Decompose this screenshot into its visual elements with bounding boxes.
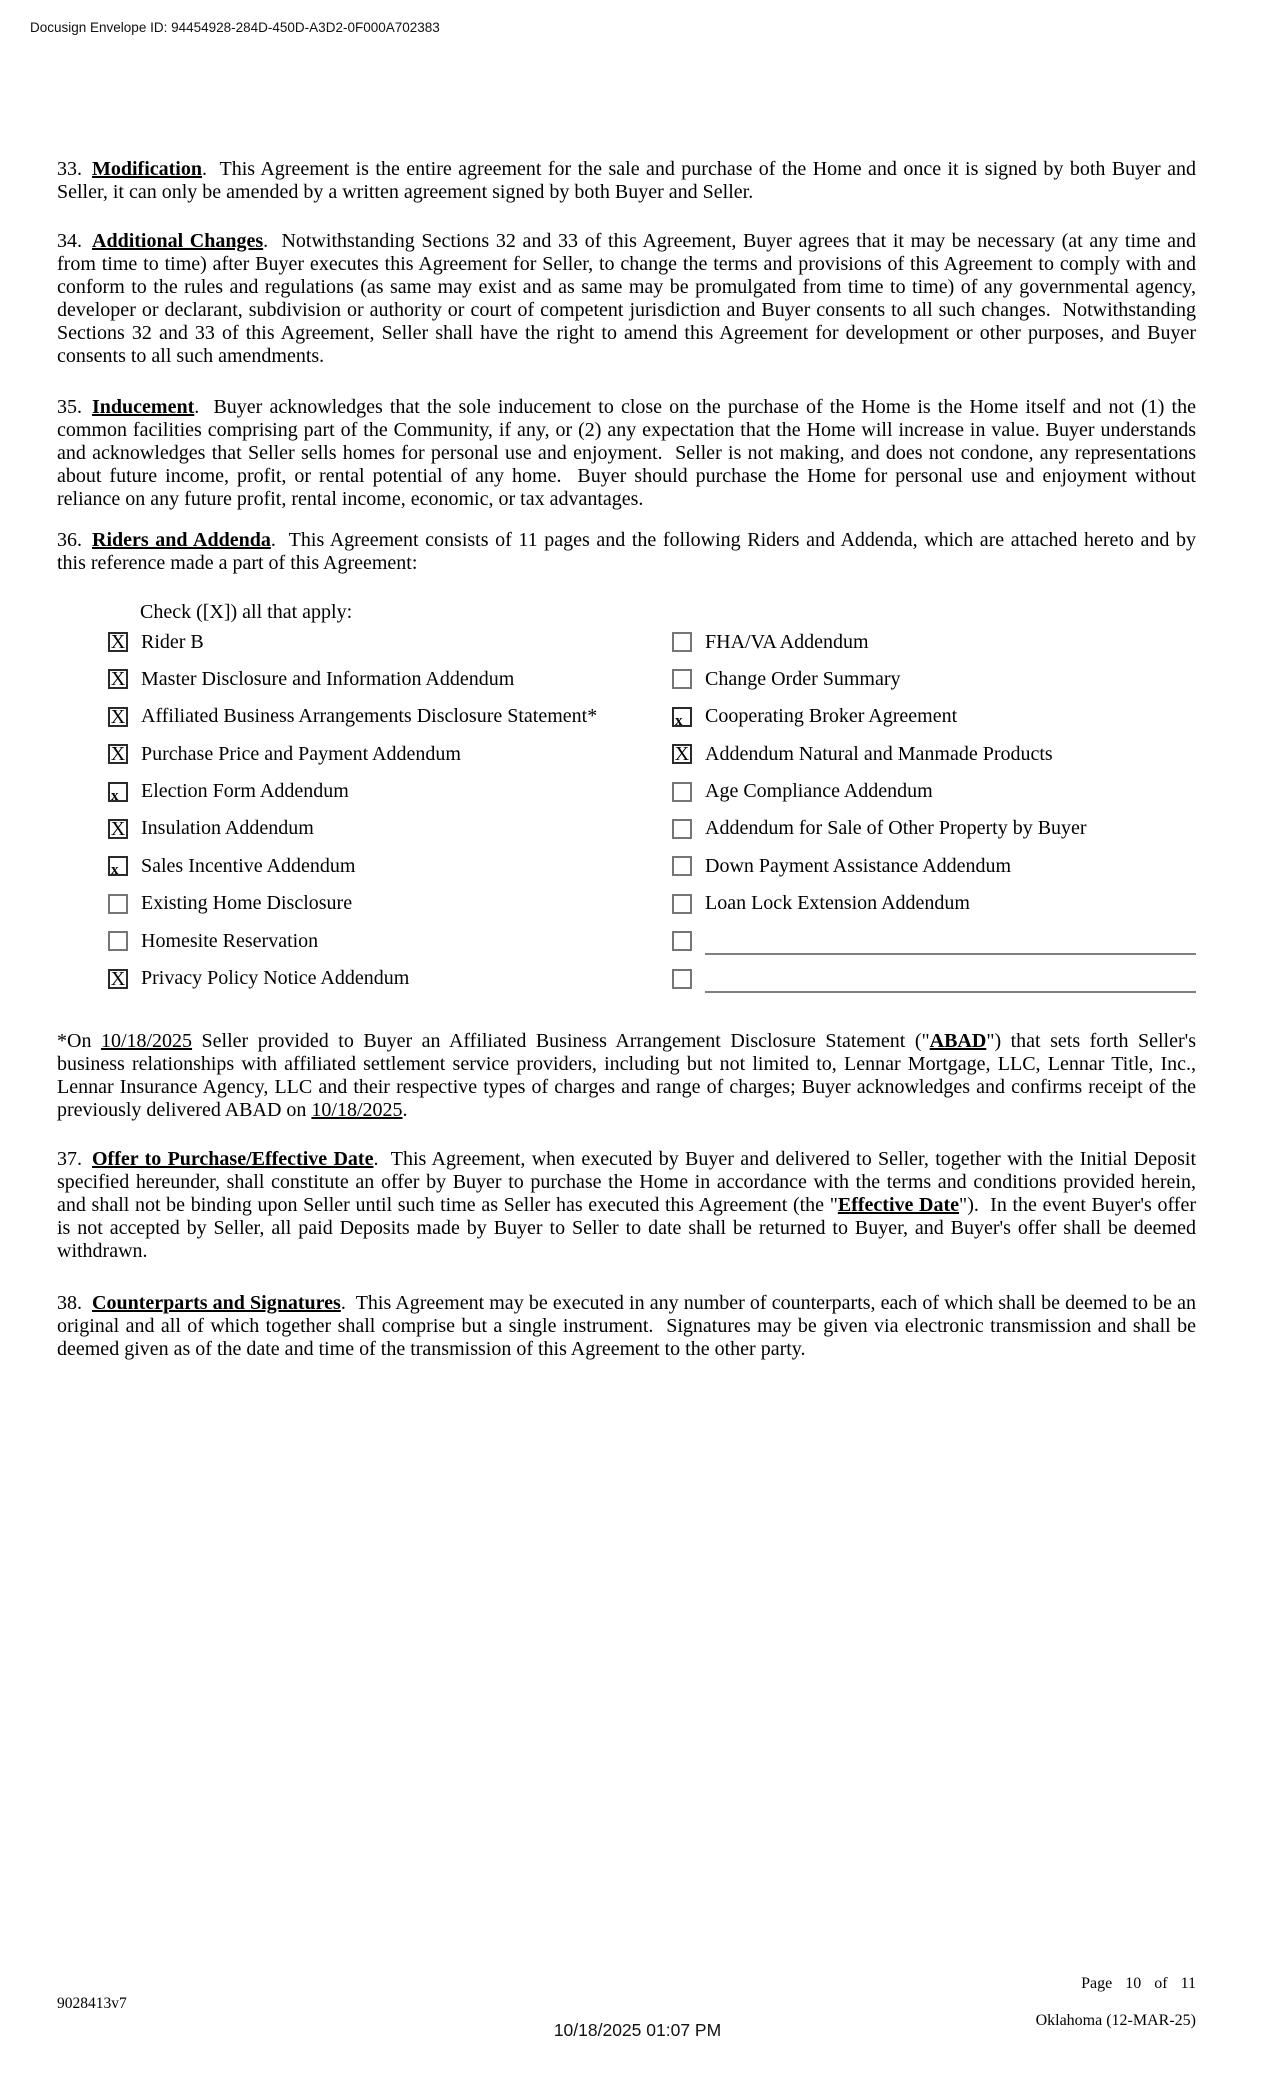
checkbox-natural-manmade[interactable] — [672, 744, 692, 764]
checkbox-homesite-reservation[interactable] — [108, 931, 128, 951]
x-mark-icon: X — [110, 743, 126, 766]
datetime-stamp: 10/18/2025 01:07 PM — [553, 2020, 722, 2040]
rider-row-fha-va — [672, 632, 1196, 652]
x-mark-icon: x — [675, 712, 683, 729]
rider-row-rider-b — [108, 632, 648, 652]
x-mark-icon: x — [111, 862, 119, 879]
rider-row-sales-incentive — [108, 854, 648, 879]
checkbox-existing-home[interactable] — [108, 894, 128, 914]
rider-row-insulation — [108, 819, 648, 839]
rider-row-existing-home — [108, 894, 648, 914]
rider-row-affiliated-business — [108, 707, 648, 727]
rider-label: Homesite Reservation — [141, 929, 319, 952]
checkbox-loan-lock[interactable] — [672, 894, 692, 914]
section-37-offer-to-purchase: 37. Offer to Purchase/Effective Date. This Agreement, when executed by Buyer and delivered to Seller, together with the Initial Deposit specified hereunder, shall constitute an offer by Buyer to purchase the Home in accordance with the terms and conditions provided herein, and shall not be binding upon Seller until such time as Seller has executed this Agreement (the "Effective Date"). In the event Buyer's offer is not accepted by Seller, all paid Deposits made by Buyer to Seller to date shall be returned to Buyer, and Buyer's offer shall be deemed withdrawn. — [57, 1148, 1197, 1262]
doc-number: 9028413v7 — [57, 1995, 127, 2012]
x-mark-icon: X — [110, 967, 126, 990]
checkbox-election-form[interactable] — [108, 782, 128, 802]
checkbox-insulation[interactable] — [108, 819, 128, 839]
x-mark-icon: X — [110, 631, 126, 653]
document-body — [57, 0, 1196, 1361]
checkbox-down-payment[interactable] — [672, 856, 692, 876]
riders-column-left — [108, 632, 648, 1006]
rider-label: Cooperating Broker Agreement — [705, 705, 958, 728]
rider-row-election-form — [108, 782, 648, 802]
x-mark-icon: X — [110, 668, 126, 691]
x-mark-icon: x — [111, 787, 119, 804]
rider-row-privacy-policy — [108, 969, 648, 989]
checkbox-rider-b[interactable] — [108, 632, 128, 652]
checkbox-affiliated-business[interactable] — [108, 707, 128, 727]
x-mark-icon: X — [674, 743, 690, 766]
form-version: Oklahoma (12-MAR-25) — [1035, 2012, 1196, 2029]
rider-row-natural-manmade — [672, 744, 1196, 764]
riders-checklist — [57, 632, 1196, 1006]
rider-row-age-compliance — [672, 782, 1196, 802]
checkbox-cooperating-broker[interactable] — [672, 707, 692, 727]
checkbox-sale-other-property[interactable] — [672, 819, 692, 839]
rider-label: Privacy Policy Notice Addendum — [141, 967, 410, 990]
rider-label: Purchase Price and Payment Addendum — [141, 742, 461, 765]
rider-blank-field-2[interactable] — [705, 969, 1196, 993]
rider-label: Election Form Addendum — [141, 780, 349, 803]
checkbox-master-disclosure[interactable] — [108, 669, 128, 689]
rider-label: FHA/VA Addendum — [705, 630, 869, 653]
rider-row-master-disclosure — [108, 669, 648, 689]
rider-row-change-order — [672, 669, 1196, 689]
section-33-modification: 33. Modification. This Agreement is the entire agreement for the sale and purchase of the Home and once it is signed by both Buyer and Seller, it can only be amended by a written agreement signed by both Buyer and Seller. — [57, 158, 1196, 203]
rider-row-purchase-price — [108, 744, 648, 764]
x-mark-icon: X — [110, 705, 126, 728]
checkbox-fha-va[interactable] — [672, 632, 692, 652]
section-34-additional-changes: 34. Additional Changes. Notwithstanding Sections 32 and 33 of this Agreement, Buyer agrees that it may be necessary (at any time and from time to time) after Buyer executes this Agreement for Seller, to change the terms and provisions of this Agreement to comply with and conform to the rules and regulations (as same may exist and as same may be promulgated from time to time) of any governmental agency, developer or declarant, subdivision or authority or court of competent jurisdiction and Buyer consents to all such changes. Notwithstanding Sections 32 and 33 of this Agreement, Seller shall have the right to amend this Agreement for development or other purposes, and Buyer consents to all such amendments. — [57, 230, 1196, 367]
checkbox-purchase-price[interactable] — [108, 744, 128, 764]
rider-label: Insulation Addendum — [141, 817, 314, 840]
docusign-envelope-id: Docusign Envelope ID: 94454928-284D-450D-A3D2-0F000A702383 — [30, 20, 440, 35]
checkbox-age-compliance[interactable] — [672, 782, 692, 802]
rider-label: Loan Lock Extension Addendum — [705, 892, 970, 915]
checkbox-blank-1[interactable] — [672, 931, 692, 951]
section-36-riders-and-addenda: 36. Riders and Addenda. This Agreement consists of 11 pages and the following Riders and Addenda, which are attached hereto and by this reference made a part of this Agreement: — [57, 529, 1197, 574]
rider-row-loan-lock — [672, 894, 1196, 914]
rider-label: Addendum for Sale of Other Property by Buyer — [705, 817, 1087, 840]
abad-footnote: *On 10/18/2025 Seller provided to Buyer an Affiliated Business Arrangement Disclosure Statement ("ABAD") that sets forth Seller's business relationships with affiliated settlement service providers, including but not limited to, Lennar Mortgage, LLC, Lennar Title, Inc., Lennar Insurance Agency, LLC and their respective types of charges and range of charges; Buyer acknowledges and confirms receipt of the previously delivered ABAD on 10/18/2025. — [57, 1030, 1196, 1121]
rider-label: Rider B — [141, 630, 204, 653]
rider-row-blank-1 — [672, 931, 1196, 951]
riders-column-right — [672, 632, 1196, 1006]
rider-label: Master Disclosure and Information Addendum — [141, 667, 515, 690]
page-indicator: Page 10 of 11 — [1081, 1975, 1196, 1992]
rider-label: Sales Incentive Addendum — [141, 854, 356, 877]
rider-label: Down Payment Assistance Addendum — [705, 854, 1012, 877]
rider-label: Existing Home Disclosure — [141, 892, 353, 915]
check-all-instruction: Check ([X]) all that apply: — [140, 601, 353, 623]
rider-label: Change Order Summary — [705, 667, 901, 690]
section-38-counterparts: 38. Counterparts and Signatures. This Agreement may be executed in any number of counterparts, each of which shall be deemed to be an original and all of which together shall comprise but a single instrument. Signatures may be given via electronic transmission and shall be deemed given as of the date and time of the transmission of this Agreement to the other party. — [57, 1292, 1196, 1360]
checkbox-sales-incentive[interactable] — [108, 856, 128, 879]
rider-blank-field-1[interactable] — [705, 931, 1196, 955]
checkbox-change-order[interactable] — [672, 669, 692, 689]
rider-row-down-payment — [672, 856, 1196, 876]
x-mark-icon: X — [110, 817, 126, 840]
rider-label: Age Compliance Addendum — [705, 780, 933, 803]
rider-row-sale-other-property — [672, 819, 1196, 839]
section-35-inducement: 35. Inducement. Buyer acknowledges that the sole inducement to close on the purchase of the Home is the Home itself and not (1) the common facilities comprising part of the Community, if any, or (2) any expectation that the Home will increase in value. Buyer understands and acknowledges that Seller sells homes for personal use and enjoyment. Seller is not making, and does not condone, any representations about future income, profit, or rental potential of any home. Buyer should purchase the Home for personal use and enjoyment without reliance on any future profit, rental income, economic, or tax advantages. — [57, 396, 1196, 510]
rider-row-homesite-reservation — [108, 931, 648, 951]
rider-label: Addendum Natural and Manmade Products — [705, 742, 1053, 765]
checkbox-privacy-policy[interactable] — [108, 969, 128, 989]
rider-row-cooperating-broker — [672, 707, 1196, 727]
rider-row-blank-2 — [672, 969, 1196, 989]
checkbox-blank-2[interactable] — [672, 969, 692, 989]
rider-label: Affiliated Business Arrangements Disclosure Statement* — [141, 705, 598, 728]
